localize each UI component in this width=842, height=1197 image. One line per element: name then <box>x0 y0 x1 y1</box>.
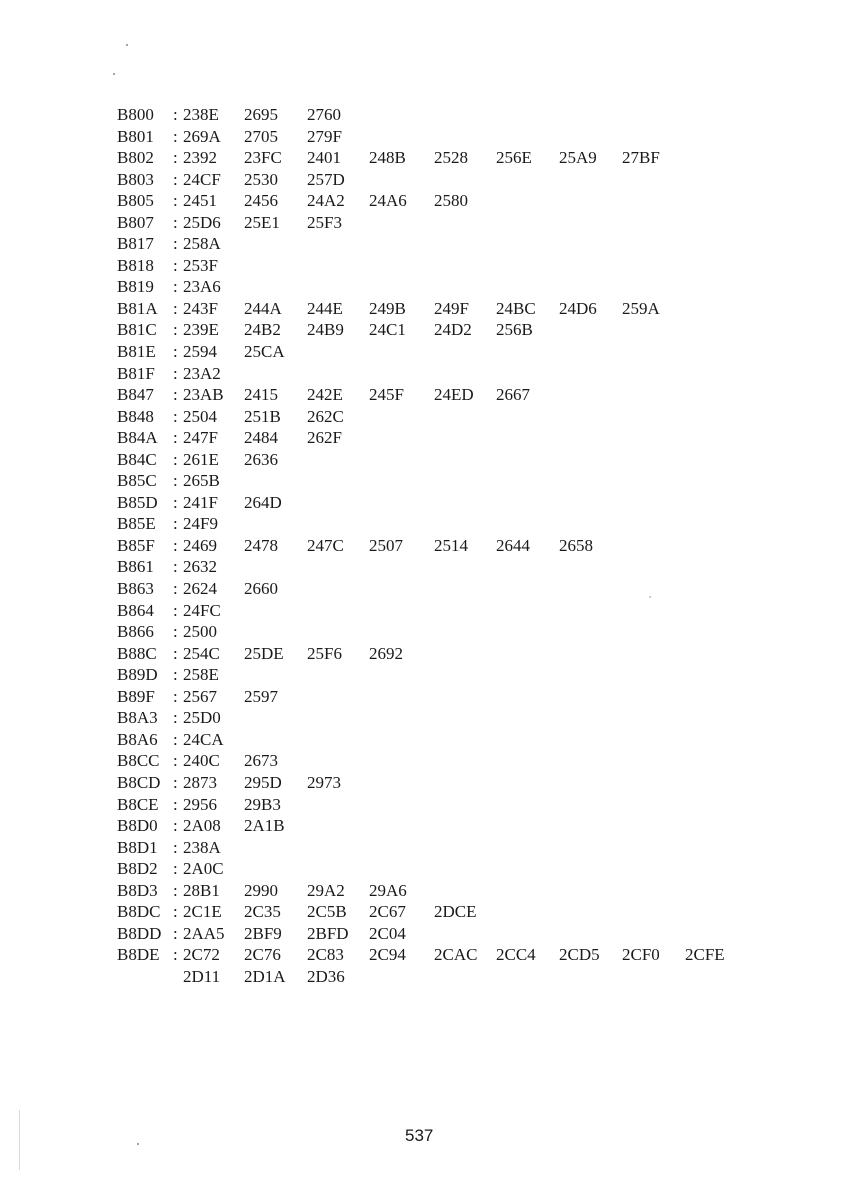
entry-value: 23A2 <box>183 363 221 383</box>
entry-value: 247F <box>183 428 218 448</box>
entry-colon: : <box>173 342 178 362</box>
entry-colon: : <box>173 859 178 879</box>
entry-key: B85F <box>117 535 155 555</box>
entry-value: 241F <box>183 492 218 512</box>
entry-value: 24D6 <box>559 298 597 318</box>
entry-value: 2AA5 <box>183 923 225 943</box>
entry-colon: : <box>173 794 178 814</box>
scan-speck <box>126 44 128 46</box>
entry-value: 2C76 <box>244 945 281 965</box>
entry-key: B8A6 <box>117 729 158 749</box>
entry-key: B863 <box>117 579 154 599</box>
entry-colon: : <box>173 212 178 232</box>
entry-key: B85D <box>117 492 158 512</box>
entry-colon: : <box>173 945 178 965</box>
entry-value: 24D2 <box>434 320 472 340</box>
index-entry <box>117 643 817 665</box>
entry-colon: : <box>173 471 178 491</box>
entry-key: B8CD <box>117 772 161 792</box>
entry-key: B84C <box>117 449 157 469</box>
entry-value: 29B3 <box>244 794 281 814</box>
entry-colon: : <box>173 126 178 146</box>
entry-value: 269A <box>183 126 221 146</box>
entry-value: 265B <box>183 471 220 491</box>
index-entry <box>117 880 817 902</box>
entry-colon: : <box>173 579 178 599</box>
entry-key: B864 <box>117 600 154 620</box>
entry-value: 24B2 <box>244 320 281 340</box>
entry-colon: : <box>173 406 178 426</box>
index-entry <box>117 449 817 471</box>
entry-colon: : <box>173 320 178 340</box>
entry-value: 24C1 <box>369 320 406 340</box>
entry-value: 23A6 <box>183 277 221 297</box>
entry-colon: : <box>173 169 178 189</box>
entry-value: 256B <box>496 320 533 340</box>
entry-value: 2392 <box>183 148 217 168</box>
entry-value: 24CF <box>183 169 221 189</box>
entry-key: B88C <box>117 643 157 663</box>
page-number: 537 <box>405 1126 434 1145</box>
entry-colon: : <box>173 385 178 405</box>
entry-key: B800 <box>117 105 154 124</box>
entry-value: 2660 <box>244 579 278 599</box>
entry-value: 2705 <box>244 126 278 146</box>
entry-value: 2CAC <box>434 945 478 965</box>
entry-value: 2597 <box>244 686 278 706</box>
entry-key: B8A3 <box>117 708 158 728</box>
entry-value: 2451 <box>183 191 217 211</box>
index-entry <box>117 276 817 298</box>
entry-colon: : <box>173 902 178 922</box>
index-entry <box>117 104 817 126</box>
entry-value: 2401 <box>307 148 341 168</box>
index-entry <box>117 837 817 859</box>
entry-value: 25E1 <box>244 212 280 232</box>
entry-value: 2692 <box>369 643 403 663</box>
entry-colon: : <box>173 255 178 275</box>
entry-key: B802 <box>117 148 154 168</box>
entry-value: 2580 <box>434 191 468 211</box>
entry-colon: : <box>173 191 178 211</box>
entry-key: B801 <box>117 126 154 146</box>
entry-value: 27BF <box>622 148 660 168</box>
entry-value: 2CFE <box>685 945 725 965</box>
entry-value: 239E <box>183 320 219 340</box>
entry-value: 25F6 <box>307 643 342 663</box>
entry-colon: : <box>173 298 178 318</box>
entry-value: 2DCE <box>434 902 477 922</box>
entry-value: 2514 <box>434 535 468 555</box>
entry-value: 249F <box>434 298 469 318</box>
entry-value: 2D36 <box>307 966 345 986</box>
entry-value: 2530 <box>244 169 278 189</box>
entry-key: B819 <box>117 277 154 297</box>
entry-value: 25DE <box>244 643 284 663</box>
entry-colon: : <box>173 772 178 792</box>
entry-colon: : <box>173 686 178 706</box>
index-entry <box>117 427 817 449</box>
entry-colon: : <box>173 622 178 642</box>
entry-value: 2507 <box>369 535 403 555</box>
entry-value: 259A <box>622 298 660 318</box>
entry-value: 244A <box>244 298 282 318</box>
entry-value: 245F <box>369 385 404 405</box>
index-entry <box>117 750 817 772</box>
entry-value: 264D <box>244 492 282 512</box>
entry-key: B848 <box>117 406 154 426</box>
entry-value: 253F <box>183 255 218 275</box>
entry-value: 242E <box>307 385 343 405</box>
entry-value: 2CF0 <box>622 945 660 965</box>
index-entry <box>117 190 817 212</box>
entry-value: 2500 <box>183 622 217 642</box>
entry-value: 2478 <box>244 535 278 555</box>
entry-value: 2C5B <box>307 902 347 922</box>
entry-value: 2760 <box>307 105 341 124</box>
entry-value: 24ED <box>434 385 474 405</box>
index-entry <box>117 535 817 557</box>
entry-key: B85E <box>117 514 156 534</box>
entry-value: 25D6 <box>183 212 221 232</box>
entry-value: 2658 <box>559 535 593 555</box>
entry-value: 24CA <box>183 729 224 749</box>
scan-edge-mark <box>19 1110 20 1170</box>
entry-colon: : <box>173 449 178 469</box>
entry-value: 2644 <box>496 535 530 555</box>
entry-value: 28B1 <box>183 880 220 900</box>
entry-colon: : <box>173 643 178 663</box>
entry-value: 2469 <box>183 535 217 555</box>
entry-colon: : <box>173 428 178 448</box>
entry-key: B817 <box>117 234 154 254</box>
index-entry <box>117 556 817 578</box>
entry-key: B8D2 <box>117 859 158 879</box>
index-entry <box>117 513 817 535</box>
index-entry <box>117 384 817 406</box>
entry-value: 2956 <box>183 794 217 814</box>
entry-key: B8D3 <box>117 880 158 900</box>
entry-value: 24F9 <box>183 514 218 534</box>
entry-value: 2C35 <box>244 902 281 922</box>
entry-value: 254C <box>183 643 220 663</box>
index-entry <box>117 901 817 923</box>
entry-value: 249B <box>369 298 406 318</box>
entry-key: B807 <box>117 212 154 232</box>
index-entry <box>117 664 817 686</box>
entry-key: B81C <box>117 320 157 340</box>
entry-value: 2528 <box>434 148 468 168</box>
entry-value: 24A6 <box>369 191 407 211</box>
entry-key: B8CC <box>117 751 160 771</box>
entry-key: B861 <box>117 557 154 577</box>
entry-value: 2A0C <box>183 859 224 879</box>
entry-key: B89F <box>117 686 155 706</box>
index-list <box>117 104 817 987</box>
index-entry <box>117 298 817 320</box>
index-entry <box>117 578 817 600</box>
index-entry <box>117 492 817 514</box>
index-entry <box>117 729 817 751</box>
entry-value: 251B <box>244 406 281 426</box>
entry-colon: : <box>173 923 178 943</box>
entry-key: B805 <box>117 191 154 211</box>
entry-key: B8D1 <box>117 837 158 857</box>
index-entry <box>117 255 817 277</box>
entry-colon: : <box>173 148 178 168</box>
entry-value: 257D <box>307 169 345 189</box>
entry-value: 24A2 <box>307 191 345 211</box>
index-entry <box>117 621 817 643</box>
entry-value: 23AB <box>183 385 224 405</box>
entry-value: 2624 <box>183 579 217 599</box>
entry-colon: : <box>173 363 178 383</box>
entry-colon: : <box>173 557 178 577</box>
index-entry <box>117 966 817 988</box>
entry-colon: : <box>173 277 178 297</box>
index-entry <box>117 858 817 880</box>
entry-colon: : <box>173 492 178 512</box>
index-entry <box>117 406 817 428</box>
entry-value: 25F3 <box>307 212 342 232</box>
entry-value: 2C04 <box>369 923 406 943</box>
index-entry <box>117 126 817 148</box>
entry-value: 25D0 <box>183 708 221 728</box>
entry-value: 258E <box>183 665 219 685</box>
entry-value: 2484 <box>244 428 278 448</box>
entry-value: 2BF9 <box>244 923 282 943</box>
entry-key: B85C <box>117 471 157 491</box>
entry-value: 2594 <box>183 342 217 362</box>
entry-value: 2C94 <box>369 945 406 965</box>
entry-value: 2667 <box>496 385 530 405</box>
entry-value: 262F <box>307 428 342 448</box>
entry-key: B81E <box>117 342 156 362</box>
index-entry <box>117 815 817 837</box>
entry-key: B84A <box>117 428 158 448</box>
entry-value: 2D11 <box>183 966 221 986</box>
entry-value: 2A1B <box>244 816 285 836</box>
entry-value: 2BFD <box>307 923 349 943</box>
entry-value: 2C67 <box>369 902 406 922</box>
index-entry <box>117 686 817 708</box>
index-entry <box>117 470 817 492</box>
index-entry <box>117 233 817 255</box>
entry-value: 244E <box>307 298 343 318</box>
entry-value: 2C83 <box>307 945 344 965</box>
entry-value: 258A <box>183 234 221 254</box>
entry-value: 295D <box>244 772 282 792</box>
entry-key: B81A <box>117 298 158 318</box>
entry-value: 2A08 <box>183 816 221 836</box>
entry-value: 2456 <box>244 191 278 211</box>
entry-colon: : <box>173 729 178 749</box>
entry-value: 2C72 <box>183 945 220 965</box>
scan-speck <box>137 1143 139 1145</box>
index-entry <box>117 794 817 816</box>
entry-colon: : <box>173 880 178 900</box>
entry-value: 247C <box>307 535 344 555</box>
index-entry <box>117 363 817 385</box>
entry-colon: : <box>173 535 178 555</box>
entry-colon: : <box>173 837 178 857</box>
entry-key: B8CE <box>117 794 159 814</box>
index-entry <box>117 944 817 966</box>
entry-value: 261E <box>183 449 219 469</box>
entry-value: 279F <box>307 126 342 146</box>
entry-colon: : <box>173 665 178 685</box>
entry-key: B89D <box>117 665 158 685</box>
entry-value: 2695 <box>244 105 278 124</box>
entry-value: 2973 <box>307 772 341 792</box>
entry-value: 238E <box>183 105 219 124</box>
entry-value: 23FC <box>244 148 282 168</box>
entry-value: 24BC <box>496 298 536 318</box>
entry-value: 238A <box>183 837 221 857</box>
entry-colon: : <box>173 816 178 836</box>
entry-value: 25A9 <box>559 148 597 168</box>
entry-colon: : <box>173 708 178 728</box>
entry-key: B803 <box>117 169 154 189</box>
entry-value: 2C1E <box>183 902 222 922</box>
entry-value: 2567 <box>183 686 217 706</box>
entry-value: 240C <box>183 751 220 771</box>
entry-key: B866 <box>117 622 154 642</box>
entry-value: 2673 <box>244 751 278 771</box>
index-entry <box>117 169 817 191</box>
entry-key: B8DE <box>117 945 160 965</box>
entry-value: 29A2 <box>307 880 345 900</box>
entry-key: B8DC <box>117 902 161 922</box>
entry-value: 2504 <box>183 406 217 426</box>
index-entry <box>117 923 817 945</box>
scan-speck <box>113 73 115 75</box>
entry-value: 2632 <box>183 557 217 577</box>
entry-value: 25CA <box>244 342 285 362</box>
entry-value: 256E <box>496 148 532 168</box>
entry-value: 262C <box>307 406 344 426</box>
entry-value: 2990 <box>244 880 278 900</box>
entry-value: 2873 <box>183 772 217 792</box>
entry-value: 2D1A <box>244 966 286 986</box>
entry-value: 24B9 <box>307 320 344 340</box>
index-entry <box>117 600 817 622</box>
entry-colon: : <box>173 751 178 771</box>
entry-key: B8DD <box>117 923 162 943</box>
entry-key: B818 <box>117 255 154 275</box>
index-entry <box>117 707 817 729</box>
index-entry <box>117 319 817 341</box>
entry-value: 243F <box>183 298 218 318</box>
entry-value: 248B <box>369 148 406 168</box>
index-entry <box>117 341 817 363</box>
entry-colon: : <box>173 105 178 124</box>
entry-value: 24FC <box>183 600 221 620</box>
entry-key: B8D0 <box>117 816 158 836</box>
entry-colon: : <box>173 234 178 254</box>
entry-value: 2CC4 <box>496 945 536 965</box>
index-entry <box>117 212 817 234</box>
entry-key: B847 <box>117 385 154 405</box>
entry-colon: : <box>173 600 178 620</box>
entry-value: 2CD5 <box>559 945 600 965</box>
entry-value: 2636 <box>244 449 278 469</box>
entry-value: 2415 <box>244 385 278 405</box>
index-entry <box>117 147 817 169</box>
entry-key: B81F <box>117 363 155 383</box>
entry-colon: : <box>173 514 178 534</box>
entry-value: 29A6 <box>369 880 407 900</box>
index-entry <box>117 772 817 794</box>
